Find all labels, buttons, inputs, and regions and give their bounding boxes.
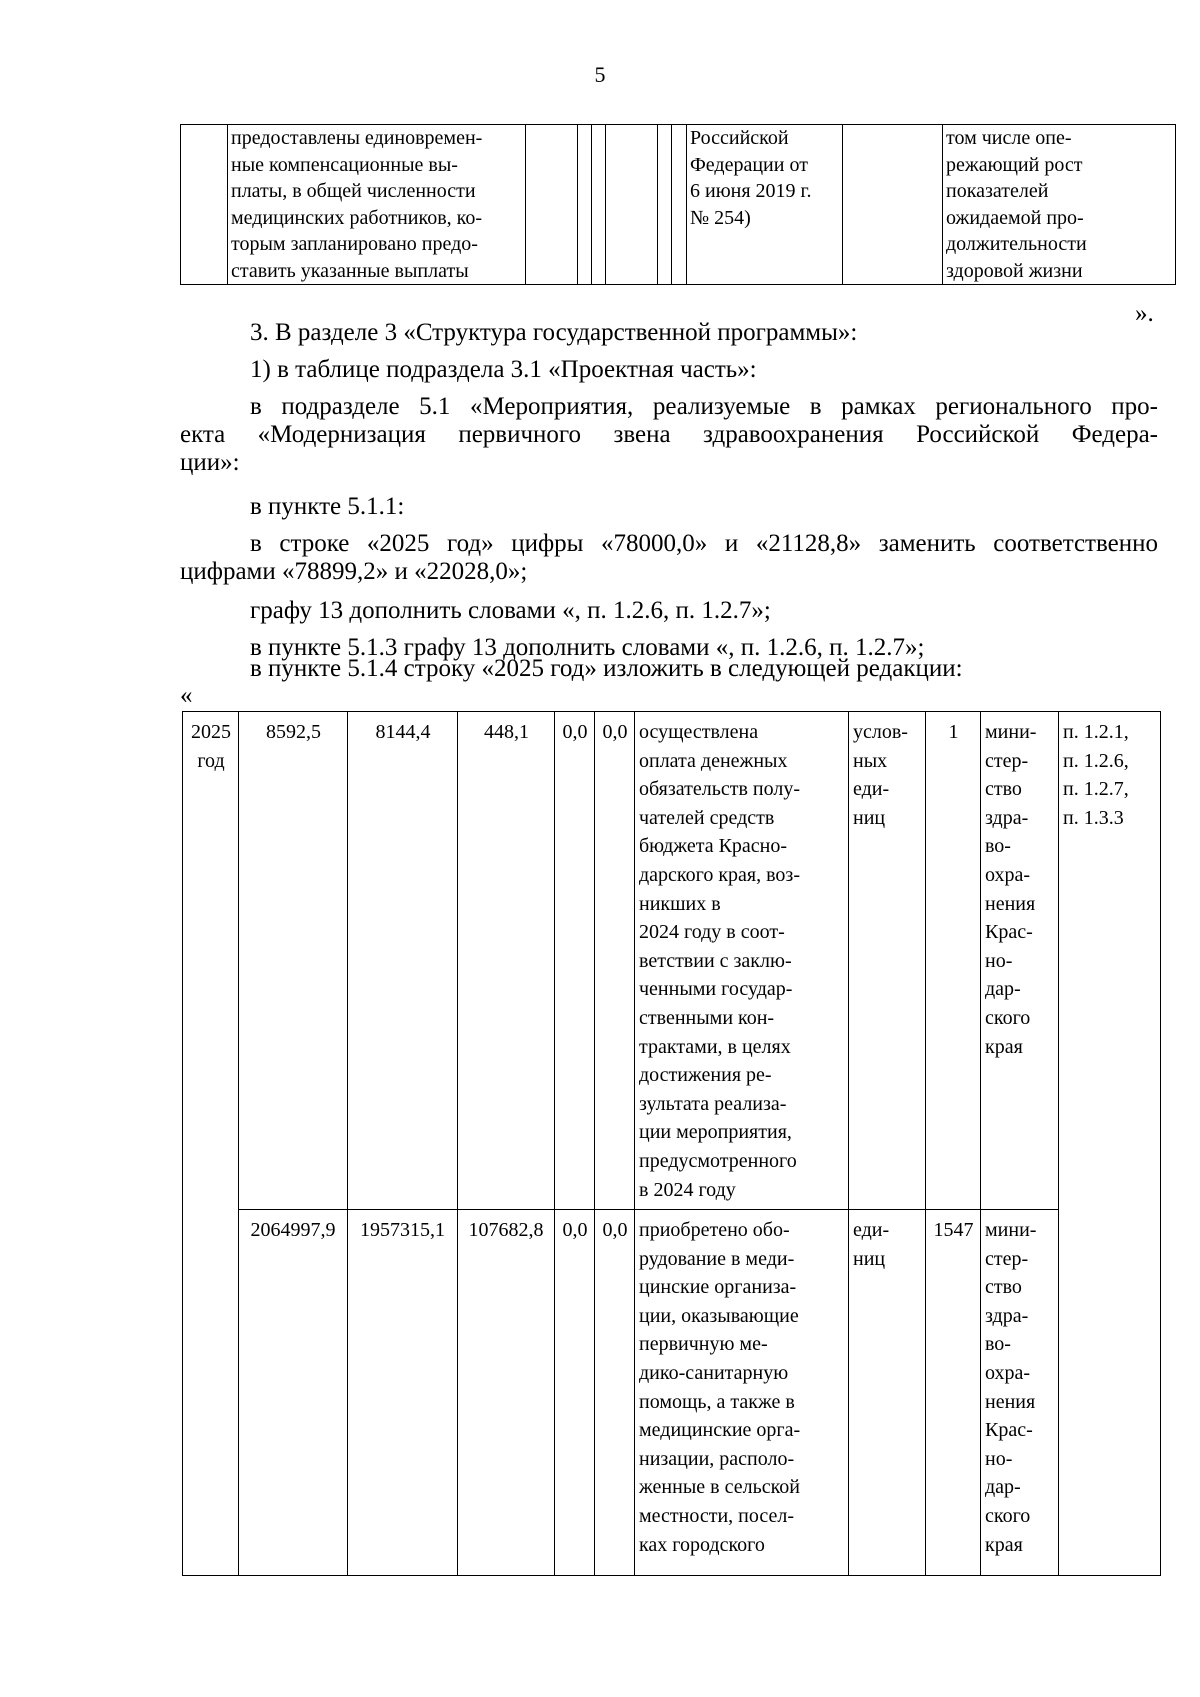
cell-total: 8592,5 bbox=[239, 712, 348, 1210]
cell-executor: мини- стер- ство здра- во- охра- нения Крас- но- дар- ского края bbox=[981, 1210, 1059, 1576]
paragraph-section-3: 3. В разделе 3 «Структура государственной программы»: bbox=[250, 319, 858, 346]
cell-empty bbox=[526, 125, 578, 285]
cell-empty bbox=[672, 125, 687, 285]
cell-empty bbox=[181, 125, 228, 285]
paragraph-line: в строке «2025 год» цифры «78000,0» и «21128,8» заменить соответственно bbox=[250, 530, 1158, 557]
paragraph-item-5-1-3: в пункте 5.1.3 графу 13 дополнить словами «, п. 1.2.6, п. 1.2.7»; bbox=[250, 634, 925, 661]
cell-empty bbox=[658, 125, 672, 285]
table-row bbox=[183, 1210, 1161, 1576]
cell-value: 0,0 bbox=[555, 1210, 595, 1576]
paragraph-subsection-5-1 bbox=[180, 393, 1158, 477]
cell-unit: еди- ниц bbox=[849, 1210, 926, 1576]
cell-value: 107682,8 bbox=[458, 1210, 555, 1576]
cell-total: 2064997,9 bbox=[239, 1210, 348, 1576]
cell-empty bbox=[606, 125, 658, 285]
paragraph-line: екта «Модернизация первичного звена здравоохранения Российской Федера- bbox=[180, 421, 1158, 448]
cell-references: п. 1.2.1, п. 1.2.6, п. 1.2.7, п. 1.3.3 bbox=[1059, 712, 1161, 1576]
cell-value: 448,1 bbox=[458, 712, 555, 1210]
cell-note: том числе опе- режающий рост показателей ожидаемой про- должительности здоровой жизни bbox=[943, 125, 1176, 285]
cell-value: 8144,4 bbox=[348, 712, 458, 1210]
cell-value: 0,0 bbox=[595, 712, 635, 1210]
paragraph-line: в подразделе 5.1 «Мероприятия, реализуемые в рамках регионального про- bbox=[250, 393, 1158, 420]
cell-unit: услов- ных еди- ниц bbox=[849, 712, 926, 1210]
paragraph-line: ции»: bbox=[180, 449, 240, 476]
page-number: 5 bbox=[594, 62, 606, 87]
cell-quantity: 1547 bbox=[926, 1210, 981, 1576]
cell-result: приобретено обо- рудование в меди- цинские организа- ции, оказывающие первичную ме- дико-санитарную помощь, а также в медицинские орга- низации, располо- женные в сельской местности, посел- ках городского bbox=[635, 1210, 849, 1576]
cell-empty bbox=[578, 125, 592, 285]
cell-empty bbox=[843, 125, 943, 285]
cell-executor: мини- стер- ство здра- во- охра- нения Крас- но- дар- ского края bbox=[981, 712, 1059, 1210]
closing-quote: ». bbox=[1135, 300, 1154, 327]
paragraph-column-13: графу 13 дополнить словами «, п. 1.2.6, п. 1.2.7»; bbox=[250, 597, 771, 624]
paragraph-table-3-1: 1) в таблице подраздела 3.1 «Проектная часть»: bbox=[250, 356, 757, 383]
opening-quote: « bbox=[180, 682, 193, 709]
table-row bbox=[183, 712, 1161, 1210]
paragraph-line: цифрами «78899,2» и «22028,0»; bbox=[180, 558, 528, 585]
cell-value: 0,0 bbox=[595, 1210, 635, 1576]
cell-indicator-name: предоставлены единовремен- ные компенсационные вы- платы, в общей численности медицинских работников, ко- торым запланировано предо- ставить указанные выплаты bbox=[228, 125, 526, 285]
cell-result: осуществлена оплата денежных обязательств полу- чателей средств бюджета Красно- дарского края, воз- никших в 2024 году в соот- ветствии с заклю- ченными государ- ственными кон- трактами, в целях достижения ре- зультата реализа- ции мероприятия, предусмотренного в 2024 году bbox=[635, 712, 849, 1210]
cell-empty bbox=[592, 125, 606, 285]
cell-source: Российской Федерации от 6 июня 2019 г. № 254) bbox=[687, 125, 843, 285]
cell-year: 2025 год bbox=[183, 712, 239, 1576]
paragraph-item-5-1-4: в пункте 5.1.4 строку «2025 год» изложить в следующей редакции: bbox=[250, 655, 963, 682]
cell-value: 0,0 bbox=[555, 712, 595, 1210]
paragraph-item-5-1-1: в пункте 5.1.1: bbox=[250, 493, 405, 520]
cell-value: 1957315,1 bbox=[348, 1210, 458, 1576]
continuation-table bbox=[180, 124, 1176, 285]
paragraph-replace-figures bbox=[180, 530, 1158, 586]
project-table bbox=[182, 711, 1161, 1576]
cell-quantity: 1 bbox=[926, 712, 981, 1210]
